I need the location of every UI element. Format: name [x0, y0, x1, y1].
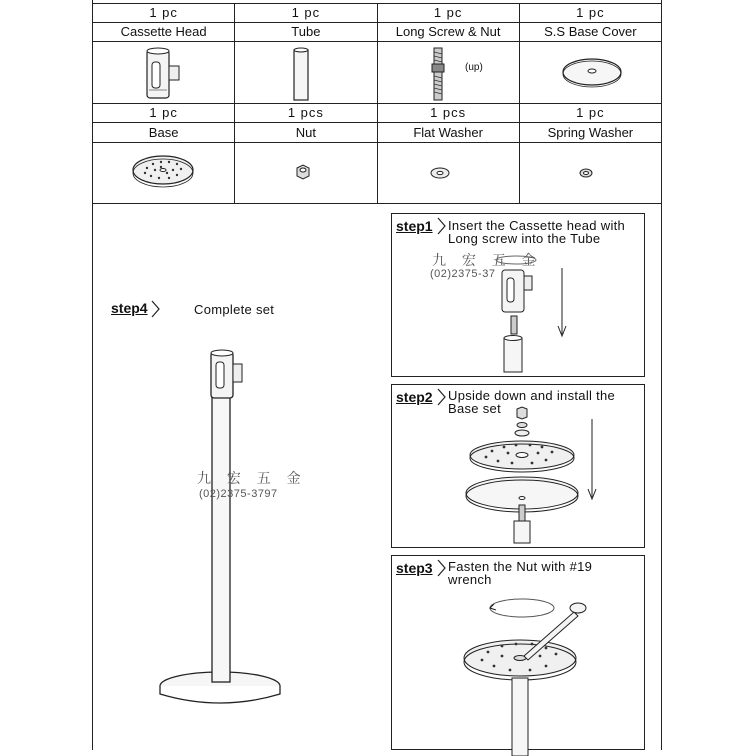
spring-washer-icon: [578, 167, 594, 179]
watermark-phone-step1: (02)2375-37: [430, 268, 496, 280]
long-screw-icon: [430, 46, 446, 102]
step4-tag: step4: [111, 300, 148, 316]
name-flat-washer: Flat Washer: [378, 122, 520, 142]
step1-tag: step1: [396, 218, 433, 234]
qty-nut: 1 pcs: [235, 103, 377, 122]
step2-panel: [391, 384, 645, 548]
step4-text: Complete set: [194, 302, 275, 317]
name-long-screw: Long Screw & Nut: [378, 22, 520, 41]
watermark-name-step1: 九 宏 五 金: [432, 252, 542, 268]
step2-line1: Upside down and install the: [448, 388, 616, 403]
cassette-head-icon: [139, 46, 189, 102]
step4-arrow-icon: [151, 300, 161, 318]
base-icon: [131, 152, 195, 192]
qty-tube: 1 pc: [235, 3, 377, 22]
long-screw-note: (up): [465, 62, 483, 73]
step3-tag: step3: [396, 560, 433, 576]
step1-drawing-icon: [488, 254, 608, 374]
name-tube: Tube: [235, 22, 377, 41]
step2-arrow-icon: [437, 388, 447, 406]
name-cassette-head: Cassette Head: [93, 22, 235, 41]
nut-icon: [295, 163, 311, 181]
step1-line2: Long screw into the Tube: [448, 231, 601, 246]
flat-washer-icon: [429, 166, 451, 180]
name-nut: Nut: [235, 122, 377, 142]
qty-long-screw: 1 pc: [378, 3, 520, 22]
step3-arrow-icon: [437, 559, 447, 577]
step1-arrow-icon: [437, 217, 447, 235]
qty-spring-washer: 1 pc: [576, 105, 605, 120]
step2-drawing-icon: [462, 405, 642, 545]
name-spring-washer: Spring Washer: [547, 124, 634, 140]
name-base: Base: [93, 122, 235, 142]
step3-drawing-icon: [432, 586, 632, 756]
step2-tag: step2: [396, 389, 433, 405]
qty-base: 1 pc: [93, 103, 235, 122]
base-cover-icon: [561, 55, 623, 89]
qty-cassette-head: 1 pc: [93, 3, 235, 22]
step2-line2: Base set: [448, 401, 501, 416]
step3-line1: Fasten the Nut with #19: [448, 559, 593, 574]
qty-flat-washer: 1 pcs: [378, 103, 520, 122]
complete-stanchion-icon: [157, 348, 297, 708]
assembly-sheet: [92, 0, 662, 750]
name-base-cover: S.S Base Cover: [544, 24, 637, 39]
step1-line1: Insert the Cassette head with: [448, 218, 626, 233]
watermark-phone-step4: (02)2375-3797: [199, 488, 278, 500]
img-cell-long-screw: [378, 41, 520, 103]
step3-panel: [391, 555, 645, 750]
qty-base-cover: 1 pc: [576, 5, 605, 20]
step1-panel: [391, 213, 645, 377]
tube-icon: [292, 46, 312, 102]
step3-line2: wrench: [448, 572, 492, 587]
watermark-name-step4: 九 宏 五 金: [197, 470, 307, 486]
